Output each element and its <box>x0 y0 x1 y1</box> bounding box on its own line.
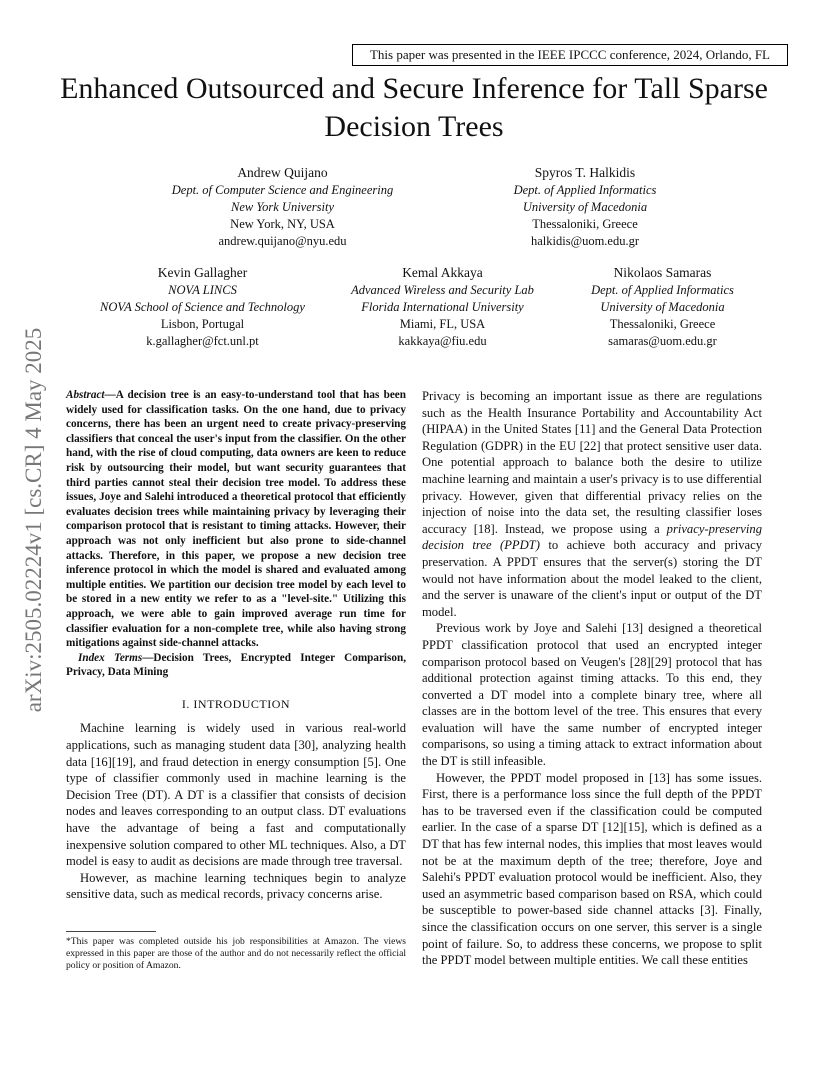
author-name: Spyros T. Halkidis <box>534 165 636 180</box>
paragraph-text: Previous work by Joye and Salehi [13] designed a theoretical PPDT classification protocol that used an encrypted integer comparison protocol based on Veugen's [28][29] protocol that has additional protection against timing attacks. To this end, they converted a DT model into a complete binary tree, where all classes are in the bottom level of the tree. This ensures that every evaluation will have the same number of encrypted integer comparisons, so using a timing attack to extract information about the DT is still infeasible. <box>422 621 762 769</box>
author-affiliation: Dept. of Applied Informatics <box>513 183 657 197</box>
author-institution: University of Macedonia <box>600 300 725 314</box>
paragraph-text: Privacy is becoming an important issue as there are regulations such as the Health Insurance Portability and Accountability Act (HIPAA) in the United States [11] and the General Data Protection Regulation (GDPR) in the EU [22] that protect sensitive user data. One potential approach to balance both the desire to utilize machine learning and maintain a user's privacy is to use differential privacy. However, given that differential privacy relies on the injection of noise into the data set, the resulting classifier loses accuracy [18]. Instead, we propose using a <box>422 389 762 536</box>
author-email: k.gallagher@fct.unl.pt <box>146 334 259 348</box>
author-email: samaras@uom.edu.gr <box>608 334 717 348</box>
author-name: Kemal Akkaya <box>402 265 483 280</box>
author-email: halkidis@uom.edu.gr <box>530 234 640 248</box>
author-affiliation: Dept. of Computer Science and Engineering <box>171 183 394 197</box>
footnote: *This paper was completed outside his job responsibilities at Amazon. The views expressed in this paper are those of the author and do not necessarily reflect the official policy or position of Amazon. <box>66 936 406 971</box>
author-name: Andrew Quijano <box>237 165 328 180</box>
author-institution: NOVA School of Science and Technology <box>100 300 305 314</box>
author-block <box>565 263 760 350</box>
author-location: Thessaloniki, Greece <box>532 217 638 231</box>
author-email: andrew.quijano@nyu.edu <box>218 234 347 248</box>
index-terms-lead: Index Terms <box>78 651 143 664</box>
author-institution: New York University <box>230 200 334 214</box>
paragraph <box>422 388 762 620</box>
author-institution: University of Macedonia <box>522 200 648 214</box>
paragraph <box>422 620 762 769</box>
author-block <box>330 263 555 350</box>
conference-notice: This paper was presented in the IEEE IPCCC conference, 2024, Orlando, FL <box>352 44 788 66</box>
paragraph: Machine learning is widely used in various real-world applications, such as managing student data [30], analyzing health data [16][19], and fraud detection in energy consumption [5]. One type of classifier commonly used in machine learning is the Decision Tree (DT). A DT is a classifier that consists of decision nodes and leaves corresponding to an output class. DT evaluations have the advantage of being a fast and computationally inexpensive solution compared to other ML techniques. Also, a DT model is easy to audit as decisions are made through tree traversal. <box>66 721 406 869</box>
author-location: Lisbon, Portugal <box>160 317 245 331</box>
author-email: kakkaya@fiu.edu <box>398 334 487 348</box>
author-location: Thessaloniki, Greece <box>609 317 716 331</box>
emphasis-term: privacy-preserving decision tree (PPDT) <box>422 521 762 553</box>
author-affiliation: Advanced Wireless and Security Lab <box>351 283 534 297</box>
arxiv-identifier: arXiv:2505.02224v1 [cs.CR] 4 May 2025 <box>21 327 46 713</box>
paragraph <box>422 770 762 969</box>
author-affiliation: NOVA LINCS <box>168 283 237 297</box>
footnote-rule <box>66 931 156 932</box>
author-block <box>80 263 325 350</box>
index-terms <box>66 651 406 680</box>
author-block <box>460 163 710 250</box>
author-institution: Florida International University <box>361 300 524 314</box>
section-heading: I. INTRODUCTION <box>181 696 291 711</box>
abstract-text: —A decision tree is an easy-to-understand tool that has been widely used for classification tasks. On the one hand, due to privacy concerns, there has been an urgent need to create privacy-preserving classifiers that conceal the user's input from the classifier. On the other hand, with the rise of cloud computing, data owners are keen to reduce risk by outsourcing their model, but want security guarantees that third parties cannot steal their decision tree model. To address these issues, Joye and Salehi introduced a theoretical protocol that efficiently evaluates decision trees while maintaining privacy by leveraging their comparison protocol that is resistant to timing attacks. However, their approach was not only inefficient but also prone to side-channel attacks. Therefore, in this paper, we propose a new decision tree inference protocol in which the model is shared and evaluated among multiple entities. We partition our decision tree model by each level to be stored in a new entity we refer to as a "level-site." Utilizing this approach, we were able to gain improved average run time for classifier evaluation for a non-complete tree, while also having strong mitigations against side-channel attacks. <box>66 389 406 650</box>
paragraph: However, as machine learning techniques begin to analyze sensitive data, such as medical records, privacy concerns arise. <box>66 870 406 902</box>
paragraph-text: However, the PPDT model proposed in [13] has some issues. First, there is a performance loss since the full depth of the PPDT has to be traversed even if the classification could be computed earlier. In the case of a sparse DT [12][15], which is defined as a DT that has few internal nodes, this implies that most leaves would not be at the maximum depth of the tree; therefore, Joye and Salehi's PPDT evaluation protocol would be inefficient. Also, they used an asymmetric based comparison based on RSA, which could be susceptible to power-based side channel attacks [3]. Finally, since the classification occurs on one server, this server is a single point of failure. So, to address these concerns, we propose to split the PPDT model between multiple entities. We call these entities <box>422 770 762 968</box>
author-location: New York, NY, USA <box>230 217 335 231</box>
author-name: Nikolaos Samaras <box>613 265 712 280</box>
left-column <box>66 388 406 903</box>
right-column <box>422 388 762 969</box>
paragraph-text: to achieve both accuracy and privacy preservation. A PPDT ensures that the server(s) storing the DT would not have information about the model leaked to the client, and the server is unaware of the client's input or output of the DT model. <box>422 538 762 619</box>
arxiv-sidebar <box>14 280 54 760</box>
author-block <box>130 163 435 250</box>
index-terms-text: —Decision Trees, Encrypted Integer Comparison, Privacy, Data Mining <box>66 651 406 679</box>
abstract <box>66 388 406 651</box>
author-location: Miami, FL, USA <box>399 317 486 331</box>
paper-title: Enhanced Outsourced and Secure Inference for Tall Sparse Decision Trees <box>60 72 768 143</box>
author-name: Kevin Gallagher <box>157 265 248 280</box>
author-affiliation: Dept. of Applied Informatics <box>591 283 734 297</box>
abstract-lead: Abstract <box>66 389 105 401</box>
